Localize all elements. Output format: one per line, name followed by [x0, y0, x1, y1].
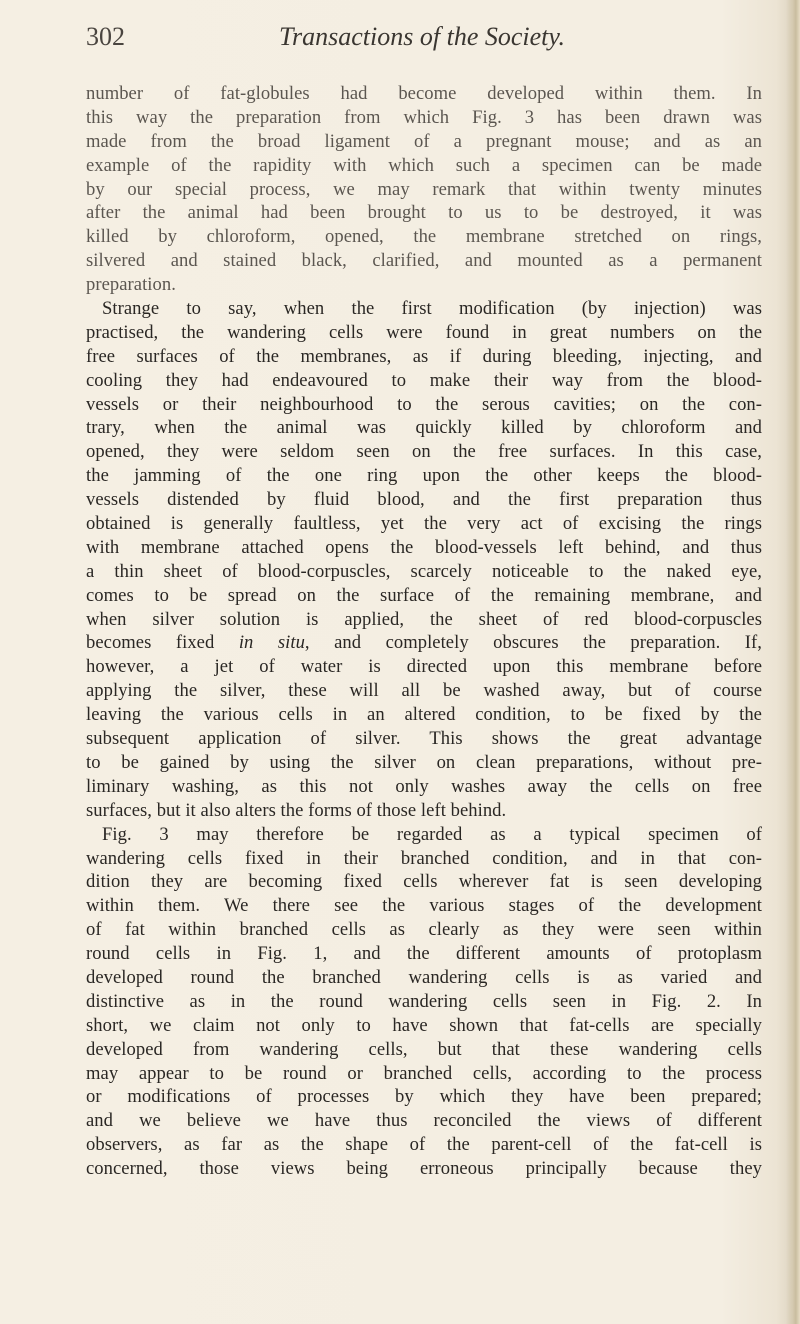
text-line: or modifications of processes by which they have been prepared;: [86, 1086, 762, 1108]
text-line: developed from wandering cells, but that these wandering cells: [86, 1038, 762, 1060]
text-line: developed round the branched wandering cells is as varied and: [86, 966, 762, 988]
text-line: of fat within branched cells as clearly as they were seen within: [86, 919, 762, 941]
text-line: silvered and stained black, clarified, and mounted as a permanent: [86, 250, 762, 272]
text-line: within them. We there see the various stages of the development: [86, 895, 762, 917]
page-edge-shadow: [786, 0, 800, 1324]
text-line: dition they are becoming fixed cells wherever fat is seen developing: [86, 871, 762, 893]
text-line: by our special process, we may remark that within twenty minutes: [86, 178, 762, 200]
text-line: to be gained by using the silver on clean preparations, without pre-: [86, 751, 762, 773]
text-line: concerned, those views being erroneous principally because they: [86, 1158, 762, 1180]
text-line: may appear to be round or branched cells, according to the process: [86, 1062, 762, 1084]
text-line: becomes fixed in situ, and completely obscures the preparation. If,: [86, 632, 762, 654]
text-line: surfaces, but it also alters the forms of those left behind.: [86, 799, 507, 821]
text-line: the jamming of the one ring upon the other keeps the blood-: [86, 465, 762, 487]
text-line: obtained is generally faultless, yet the very act of excising the rings: [86, 513, 762, 535]
text-line: killed by chloroform, opened, the membrane stretched on rings,: [86, 226, 762, 248]
text-line: trary, when the animal was quickly killed by chloroform and: [86, 417, 762, 439]
page-header: [86, 22, 758, 62]
text-line: observers, as far as the shape of the parent-cell of the fat-cell is: [86, 1134, 762, 1156]
text-line: round cells in Fig. 1, and the different amounts of protoplasm: [86, 943, 762, 965]
text-line: distinctive as in the round wandering cells seen in Fig. 2. In: [86, 990, 762, 1012]
text-line: with membrane attached opens the blood-vessels left behind, and thus: [86, 536, 762, 558]
text-line: opened, they were seldom seen on the free surfaces. In this case,: [86, 441, 762, 463]
text-line: subsequent application of silver. This shows the great advantage: [86, 728, 762, 750]
text-line: vessels distended by fluid blood, and the first preparation thus: [86, 489, 762, 511]
text-line: free surfaces of the membranes, as if during bleeding, injecting, and: [86, 345, 762, 367]
text-line: practised, the wandering cells were found in great numbers on the: [86, 321, 762, 343]
text-line: after the animal had been brought to us to be destroyed, it was: [86, 202, 762, 224]
text-line: when silver solution is applied, the sheet of red blood-corpuscles: [86, 608, 762, 630]
text-line: cooling they had endeavoured to make their way from the blood-: [86, 369, 762, 391]
text-line: short, we claim not only to have shown that fat-cells are specially: [86, 1014, 762, 1036]
body-text: [86, 82, 762, 1181]
text-line: number of fat-globules had become developed within them. In: [86, 83, 762, 104]
text-line: a thin sheet of blood-corpuscles, scarcely noticeable to the naked eye,: [86, 560, 762, 582]
text-line: applying the silver, these will all be washed away, but of course: [86, 680, 762, 702]
text-line: this way the preparation from which Fig. 3 has been drawn was: [86, 106, 762, 128]
text-line: preparation.: [86, 274, 176, 296]
text-line: vessels or their neighbourhood to the serous cavities; on the con-: [86, 393, 762, 415]
text-line: example of the rapidity with which such a specimen can be made: [86, 154, 762, 176]
italic-term: in situ: [238, 632, 305, 654]
text-line: Strange to say, when the first modification (by injection) was: [102, 298, 762, 320]
text-line: wandering cells fixed in their branched condition, and in that con-: [86, 847, 762, 869]
text-line: leaving the various cells in an altered condition, to be fixed by the: [86, 704, 762, 726]
page-number: 302: [86, 22, 125, 51]
text-line: comes to be spread on the surface of the remaining membrane, and: [86, 584, 762, 606]
running-head: Transactions of the Society.: [279, 22, 565, 51]
text-line: however, a jet of water is directed upon this membrane before: [86, 656, 762, 678]
text-line: Fig. 3 may therefore be regarded as a typical specimen of: [102, 823, 762, 845]
text-line: and we believe we have thus reconciled the views of different: [86, 1110, 762, 1132]
text-line: liminary washing, as this not only washes away the cells on free: [86, 775, 762, 797]
text-line: made from the broad ligament of a pregnant mouse; and as an: [86, 130, 762, 152]
